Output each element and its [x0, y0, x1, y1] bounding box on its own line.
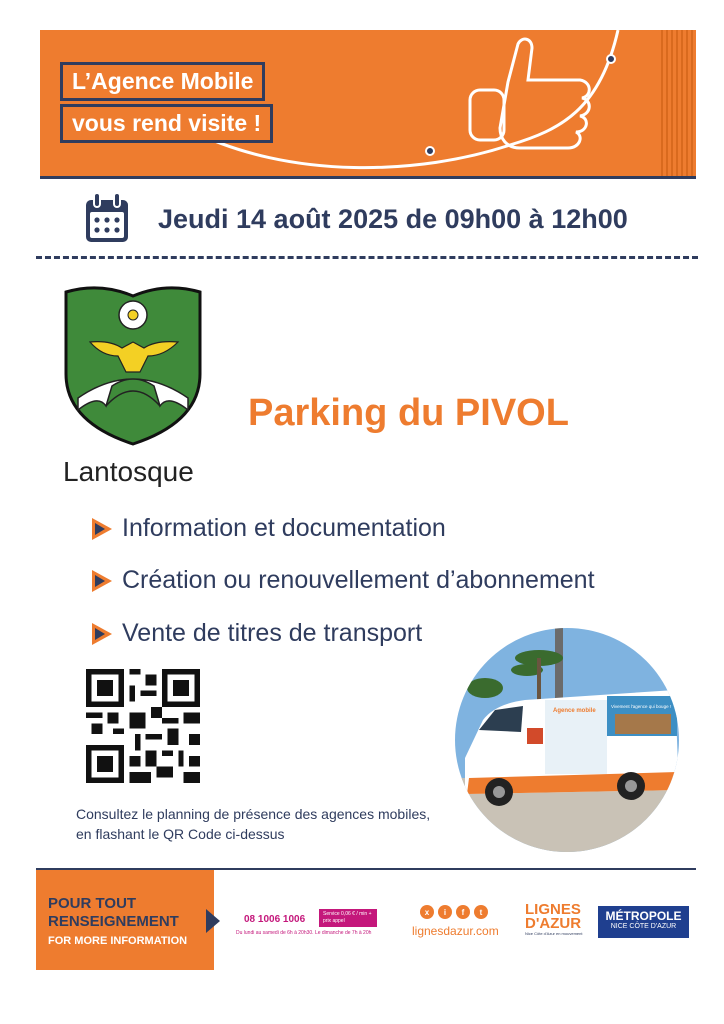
info-box-line1: POUR TOUT — [48, 895, 137, 912]
social-icons — [420, 905, 488, 919]
phone-number[interactable]: 08 1006 1006 — [244, 914, 306, 925]
facebook-icon[interactable]: f — [456, 905, 470, 919]
service-item-label: Création ou renouvellement d’abonnement — [122, 566, 595, 594]
metropole-logo-line1: MÉTROPOLE — [605, 909, 682, 923]
info-box-line2: RENSEIGNEMENT — [48, 913, 179, 930]
metropole-logo-line2: NICE CÔTE D'AZUR — [610, 923, 677, 930]
bullet-arrow-icon — [92, 570, 112, 592]
service-item — [92, 514, 446, 543]
van-side-title: Agence mobile — [553, 708, 596, 714]
website-link[interactable]: lignesdazur.com — [412, 924, 499, 938]
service-item-label: Vente de titres de transport — [122, 619, 423, 647]
lignes-dazur-logo-line2: D'AZUR — [525, 915, 582, 932]
tiktok-icon[interactable]: t — [474, 905, 488, 919]
header-title-line2-text: vous rend visite ! — [72, 110, 262, 136]
opening-hours: Du lundi au samedi de 6h à 20h30. Le dimanche de 7h à 20h — [236, 930, 372, 936]
thumbs-up-illustration — [40, 30, 658, 176]
header-title-line1-text: L’Agence Mobile — [72, 68, 254, 94]
lignes-dazur-logo-line1: LIGNES — [525, 901, 581, 918]
service-item — [92, 619, 422, 648]
service-item-label: Information et documentation — [122, 514, 446, 542]
bullet-arrow-icon — [92, 518, 112, 540]
service-item — [92, 566, 595, 595]
lignes-dazur-tagline: Nice Côte d'Azur en mouvement — [525, 931, 583, 936]
banner-underline — [40, 176, 696, 179]
instagram-icon[interactable]: i — [438, 905, 452, 919]
banner-stripes — [658, 30, 696, 176]
qr-caption-line1: Consultez le planning de présence des agences mobiles, — [76, 806, 431, 822]
calendar-icon — [84, 192, 130, 244]
bullet-arrow-icon — [92, 623, 112, 645]
dashed-divider — [36, 256, 698, 259]
lantosque-coat-of-arms — [60, 282, 206, 448]
qr-caption-line2: en flashant le QR Code ci-dessus — [76, 826, 285, 842]
info-box-arrow-icon — [206, 909, 220, 933]
service-rate-badge: Service 0,06 € / min + prix appel — [319, 909, 377, 927]
mobile-agency-van-photo — [455, 628, 679, 852]
qr-code[interactable] — [86, 669, 200, 783]
event-date: Jeudi 14 août 2025 de 09h00 à 12h00 — [158, 204, 628, 234]
info-box-line3: FOR MORE INFORMATION — [48, 935, 188, 947]
van-panel-text: Vivement l'agence qui bouge ! — [611, 704, 672, 709]
town-name: Lantosque — [63, 456, 194, 487]
location-place: Parking du PIVOL — [248, 392, 569, 434]
header-title-line1 — [60, 62, 265, 101]
x-social-icon[interactable]: x — [420, 905, 434, 919]
metropole-logo — [598, 906, 689, 938]
header-title-line2 — [60, 104, 273, 143]
